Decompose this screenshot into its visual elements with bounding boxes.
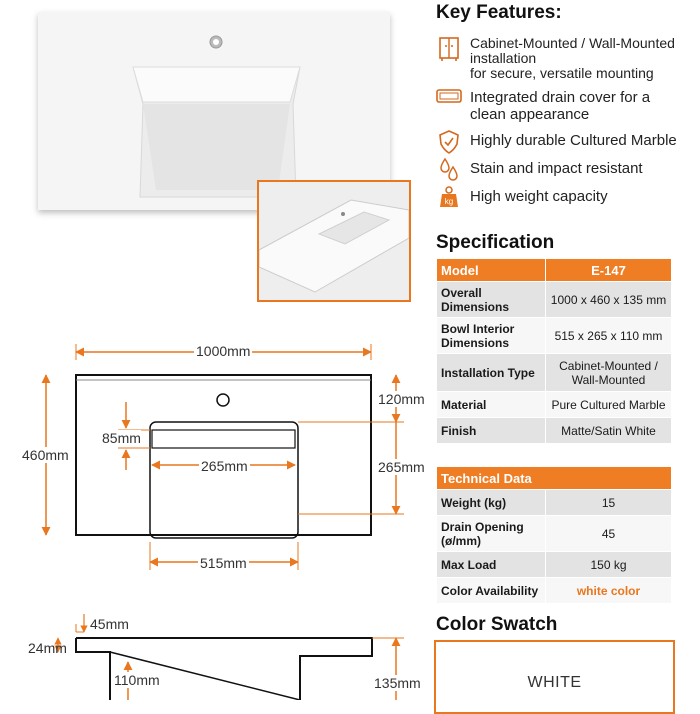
feature-text: Cabinet-Mounted / Wall-Mounted	[470, 35, 675, 51]
tech-key: Color Availability	[437, 578, 546, 604]
dim-thickness: 24mm	[28, 640, 67, 656]
dim-drain-cover: 85mm	[102, 430, 141, 446]
feature-text: High weight capacity	[470, 188, 608, 205]
spec-key: Finish	[437, 418, 546, 444]
feature-item	[436, 186, 608, 208]
spec-title: Specification	[436, 232, 555, 253]
spec-header-key: Model	[437, 259, 546, 282]
cabinet-icon	[436, 36, 462, 62]
spec-value: 515 x 265 x 110 mm	[546, 318, 672, 354]
table-row	[437, 552, 672, 578]
table-row	[437, 490, 672, 516]
dim-bowl-length: 515mm	[200, 555, 247, 571]
table-row	[437, 516, 672, 552]
tech-value: white color	[546, 578, 672, 604]
product-photo-angle	[257, 180, 411, 302]
feature-text: clean appearance	[470, 106, 590, 123]
dim-bowl-width: 265mm	[201, 458, 248, 474]
feature-text: for secure, versatile mounting	[470, 65, 654, 81]
color-swatch	[434, 640, 675, 714]
spec-key: Material	[437, 392, 546, 418]
spec-value: Matte/Satin White	[546, 418, 672, 444]
feature-item	[436, 130, 677, 154]
spec-key: Overall Dimensions	[437, 282, 546, 318]
dim-bowl-depth: 265mm	[378, 459, 425, 475]
feature-text: Integrated drain cover for a	[470, 89, 651, 106]
tech-value: 15	[546, 490, 672, 516]
features-title: Key Features:	[436, 2, 562, 23]
table-row	[437, 418, 672, 444]
tech-table	[436, 466, 672, 604]
table-row	[437, 578, 672, 604]
spec-header-row	[437, 259, 672, 282]
tech-header-row	[437, 467, 672, 490]
swatch-label: WHITE	[527, 674, 582, 691]
spec-header-value: E-147	[546, 259, 672, 282]
weight-kg-label: kg	[444, 197, 454, 206]
feature-item	[436, 157, 643, 183]
dim-width: 1000mm	[196, 343, 251, 359]
tech-key: Max Load	[437, 552, 546, 578]
dim-back-edge: 120mm	[378, 391, 425, 407]
spec-key: Installation Type	[437, 354, 546, 392]
feature-item	[436, 36, 675, 81]
drain-cover-icon	[436, 89, 462, 103]
swatch-title: Color Swatch	[436, 614, 558, 635]
spec-value: Pure Cultured Marble	[546, 392, 672, 418]
tech-value: 45	[546, 516, 672, 552]
tech-value: 150 kg	[546, 552, 672, 578]
dim-lip: 45mm	[90, 616, 129, 632]
feature-text: installation	[470, 50, 537, 66]
table-row	[437, 392, 672, 418]
spec-value: 1000 x 460 x 135 mm	[546, 282, 672, 318]
feature-text: Stain and impact resistant	[470, 160, 643, 177]
spec-key: Bowl Interior Dimensions	[437, 318, 546, 354]
tech-header: Technical Data	[437, 467, 672, 490]
dim-bowl-height: 110mm	[114, 672, 160, 688]
feature-item	[436, 89, 650, 123]
table-row	[437, 318, 672, 354]
dim-total-height: 135mm	[374, 675, 421, 691]
tech-key: Weight (kg)	[437, 490, 546, 516]
stain-icon	[436, 157, 462, 183]
table-row	[437, 282, 672, 318]
dim-depth: 460mm	[22, 447, 69, 463]
shield-icon	[436, 130, 462, 154]
table-row	[437, 354, 672, 392]
spec-table	[436, 258, 672, 444]
weight-kg-icon	[436, 186, 462, 208]
feature-text: Highly durable Cultured Marble	[470, 132, 677, 149]
tech-key: Drain Opening (ø/mm)	[437, 516, 546, 552]
spec-value: Cabinet-Mounted / Wall-Mounted	[546, 354, 672, 392]
